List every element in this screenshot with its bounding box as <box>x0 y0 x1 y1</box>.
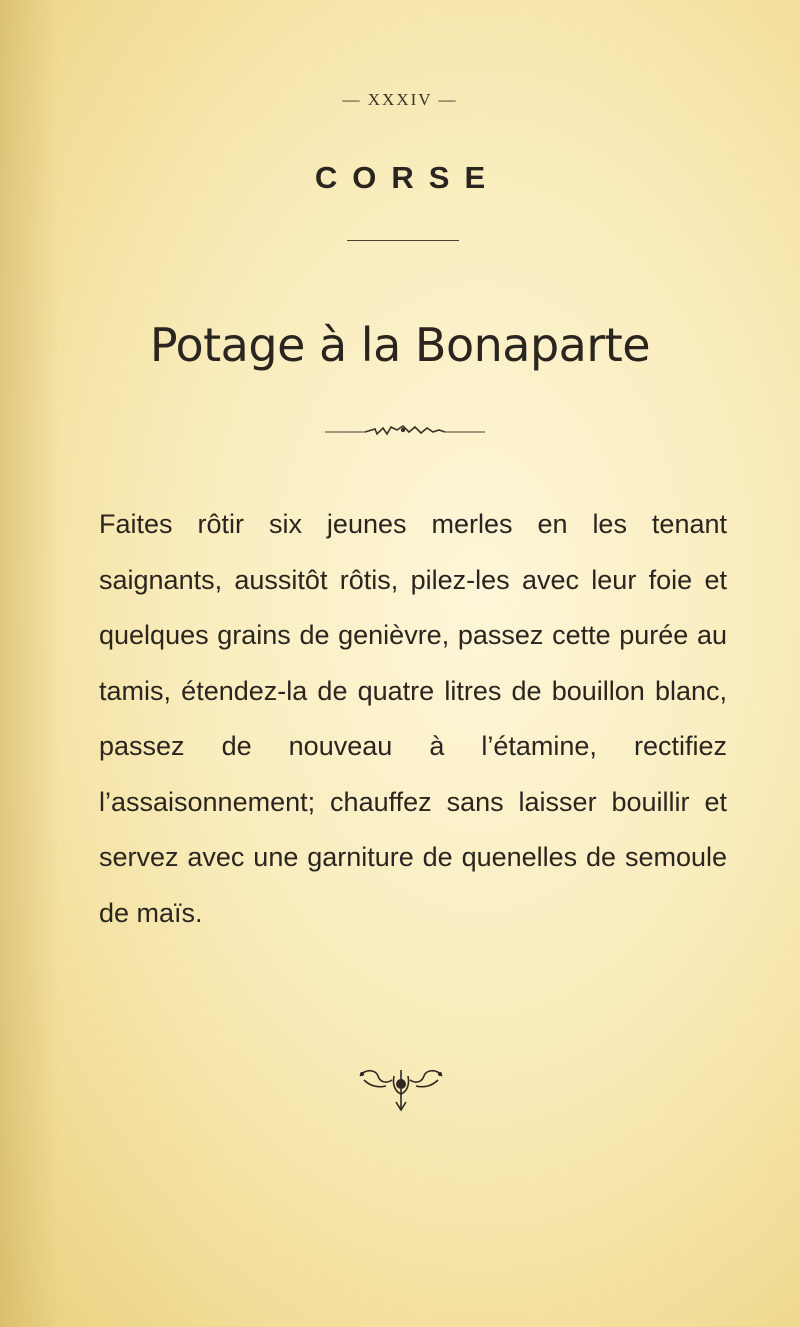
heading-rule <box>347 240 459 241</box>
page-number: — XXXIV — <box>342 90 458 109</box>
typographic-ornament <box>325 424 485 438</box>
recipe-body: Faites rôtir six jeunes merles en les tenant saignants, aussitôt rôtis, pilez-les avec leur foie et quelques grains de genièvre, passez cette purée au tamis, étendez-la de quatre litres de bouillon blanc, passez de nouveau à l’étamine, rectifiez l’assaisonnement; chauffez sans laisser bouillir et servez avec une garniture de quenelles de semoule de maïs. <box>99 509 727 928</box>
fleuron-ornament <box>356 1066 446 1112</box>
recipe-title: Potage à la Bonaparte <box>149 318 651 372</box>
region-heading: CORSE <box>314 160 501 195</box>
